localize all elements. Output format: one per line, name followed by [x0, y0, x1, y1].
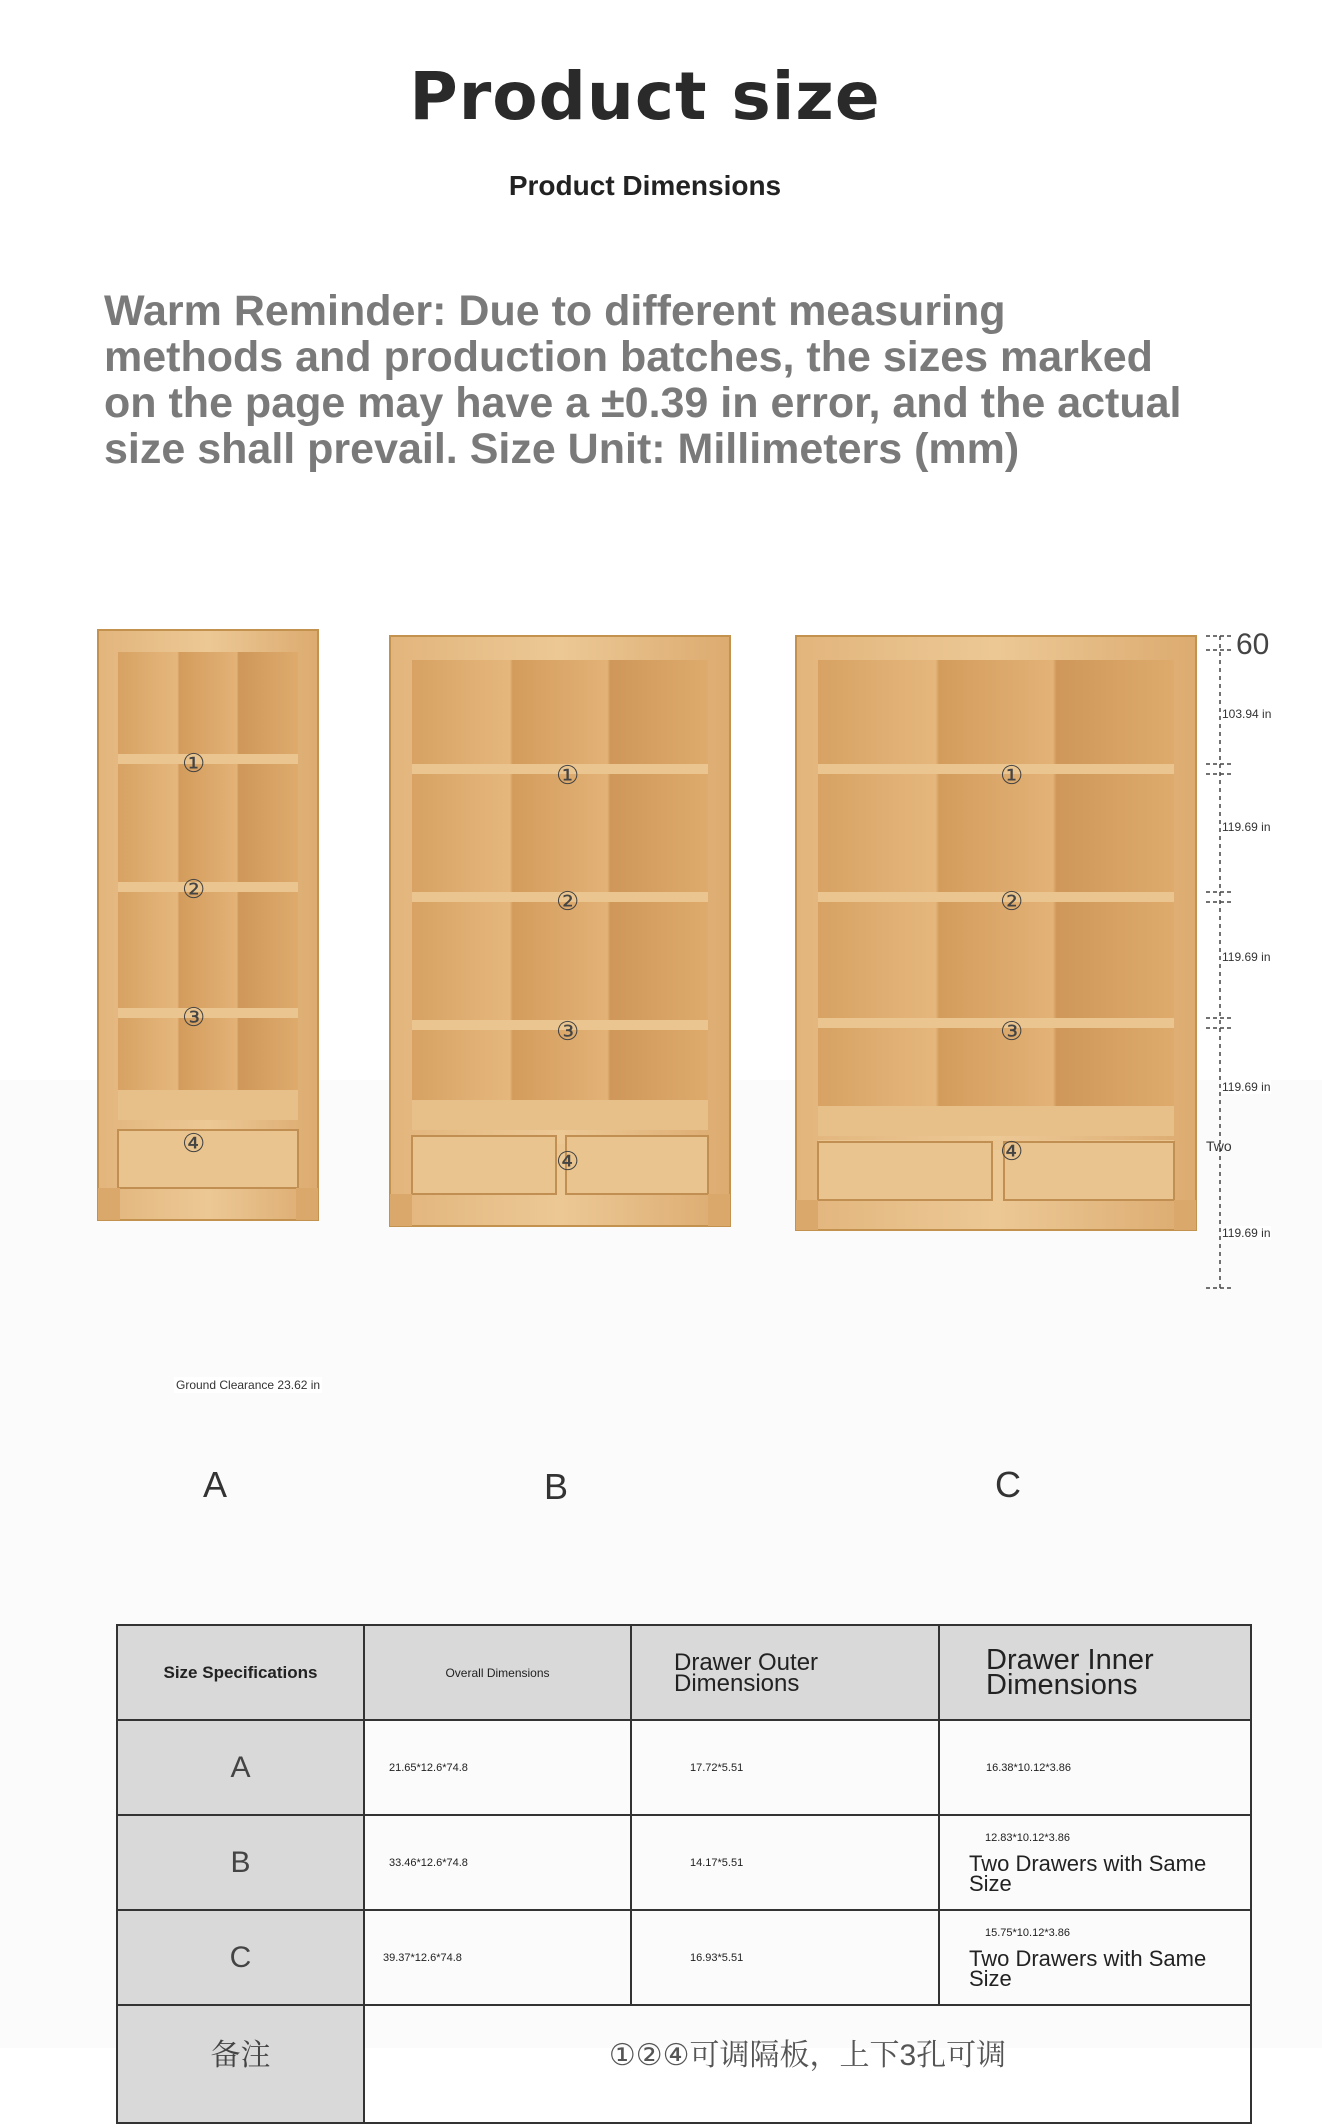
header-overall: Overall Dimensions: [364, 1625, 631, 1720]
bookcase-c: [796, 636, 1196, 1230]
size-spec-table: [116, 1624, 1252, 2124]
header-size-spec: Size Specifications: [117, 1625, 364, 1720]
table-row: [117, 1815, 1251, 1910]
dimension-top: 60: [1236, 628, 1270, 661]
row-note: Two Drawers with Same Size: [969, 1850, 1207, 1896]
row-inner: 15.75*10.12*3.86: [985, 1926, 1071, 1939]
row-inner: 16.38*10.12*3.86: [939, 1720, 1251, 1815]
marker-c-2: ②: [1000, 886, 1024, 916]
table-row: [117, 1720, 1251, 1815]
label-c: C: [995, 1464, 1021, 1505]
marker-b-2: ②: [556, 886, 580, 916]
page-title: Product size: [409, 58, 881, 135]
page-subtitle: Product Dimensions: [508, 170, 782, 201]
footer-text: ①②④可调隔板，上下3孔可调: [364, 2005, 1251, 2123]
dimension-3: 119.69 in: [1222, 950, 1271, 964]
marker-a-2: ②: [182, 874, 206, 904]
dimension-5: Two: [1206, 1138, 1232, 1154]
row-note: Two Drawers with Same Size: [969, 1945, 1207, 1991]
label-a: A: [202, 1464, 227, 1505]
marker-c-3: ③: [1000, 1016, 1024, 1046]
table-footer-row: [117, 2005, 1251, 2123]
row-overall: 39.37*12.6*74.8: [364, 1910, 631, 2005]
row-spec: A: [117, 1720, 364, 1815]
row-spec: C: [117, 1910, 364, 2005]
dimension-2: 119.69 in: [1222, 820, 1271, 834]
label-b: B: [543, 1466, 568, 1507]
marker-b-3: ③: [556, 1016, 580, 1046]
warm-reminder: Warm Reminder: Due to different measuring methods and production batches, the sizes marked on the page may have a ±0.39 in error, and the actual size shall prevail. Size Unit: Millimeters (mm): [104, 287, 1182, 473]
header-drawer-outer: Drawer Outer Dimensions: [631, 1625, 939, 1720]
marker-c-1: ①: [1000, 760, 1024, 790]
marker-b-4: ④: [556, 1146, 580, 1176]
bookcase-a: [98, 630, 318, 1220]
row-inner-cell: [939, 1910, 1251, 2005]
marker-c-4: ④: [1000, 1136, 1024, 1166]
row-inner-cell: [939, 1815, 1251, 1910]
marker-b-1: ①: [556, 760, 580, 790]
dimension-4: 119.69 in: [1222, 1080, 1271, 1094]
footer-label: 备注: [117, 2005, 364, 2123]
bookcase-b: [390, 636, 730, 1226]
ground-clearance-note: Ground Clearance 23.62 in: [176, 1378, 321, 1392]
marker-a-4: ④: [182, 1128, 206, 1158]
row-outer: 17.72*5.51: [631, 1720, 939, 1815]
row-overall: 21.65*12.6*74.8: [364, 1720, 631, 1815]
marker-a-3: ③: [182, 1002, 206, 1032]
row-overall: 33.46*12.6*74.8: [364, 1815, 631, 1910]
row-inner: 12.83*10.12*3.86: [985, 1831, 1071, 1844]
row-outer: 16.93*5.51: [631, 1910, 939, 2005]
row-spec: B: [117, 1815, 364, 1910]
table-header-row: [117, 1625, 1251, 1720]
dimension-6: 119.69 in: [1222, 1226, 1271, 1240]
row-outer: 14.17*5.51: [631, 1815, 939, 1910]
dimension-1: 103.94 in: [1222, 707, 1272, 721]
header-drawer-inner: Drawer Inner Dimensions: [939, 1625, 1251, 1720]
table-row: [117, 1910, 1251, 2005]
marker-a-1: ①: [182, 748, 206, 778]
